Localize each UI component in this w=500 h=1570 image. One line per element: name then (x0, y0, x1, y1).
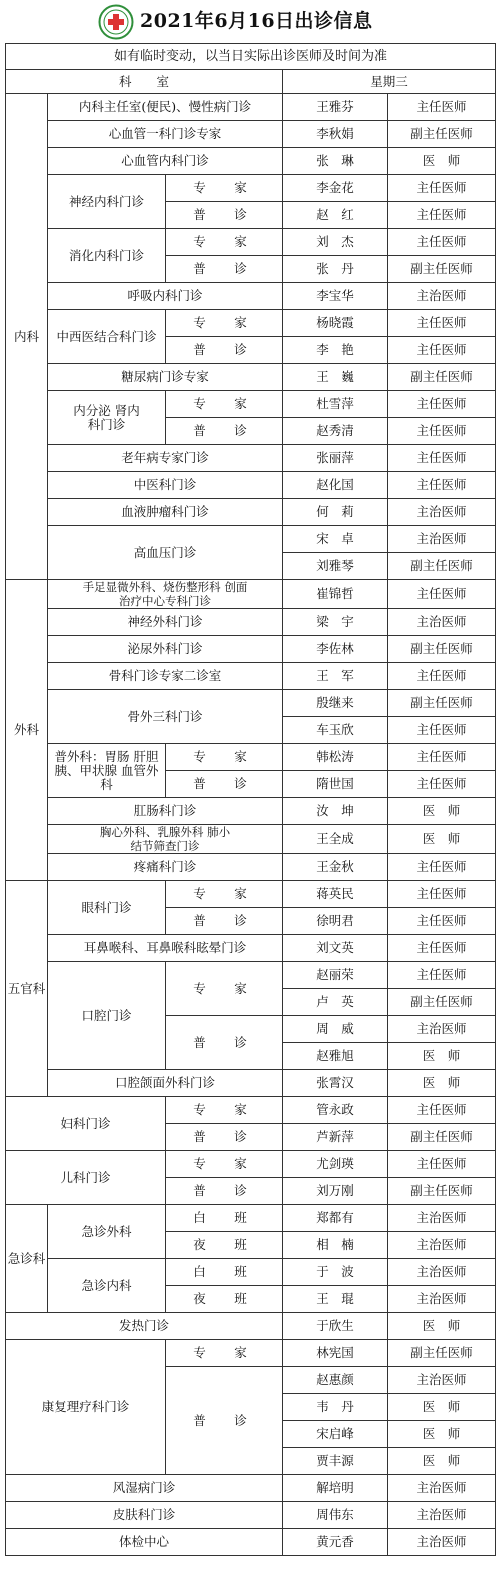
dept-cell: 胸心外科、乳腺外科 肺小结节筛查门诊 (48, 825, 283, 854)
doctor-name: 韦 丹 (283, 1394, 388, 1421)
sub-type: 专 家 (166, 962, 283, 1016)
doctor-title: 主治医师 (388, 1502, 496, 1529)
doctor-title: 主治医师 (388, 1286, 496, 1313)
doctor-name: 杜雪萍 (283, 391, 388, 418)
doctor-title: 医 师 (388, 1313, 496, 1340)
doctor-title: 主治医师 (388, 1232, 496, 1259)
sub-type: 普 诊 (166, 202, 283, 229)
sub-type: 普 诊 (166, 337, 283, 364)
doctor-title: 主任医师 (388, 418, 496, 445)
doctor-name: 郑都有 (283, 1205, 388, 1232)
doctor-name: 汝 坤 (283, 798, 388, 825)
doctor-name: 王 军 (283, 663, 388, 690)
doctor-title: 副主任医师 (388, 121, 496, 148)
doctor-name: 刘文英 (283, 935, 388, 962)
doctor-name: 赵 红 (283, 202, 388, 229)
doctor-name: 赵秀清 (283, 418, 388, 445)
doctor-name: 相 楠 (283, 1232, 388, 1259)
doctor-name: 贾丰源 (283, 1448, 388, 1475)
group-label: 五官科 (6, 881, 48, 1097)
doctor-name: 赵惠颜 (283, 1367, 388, 1394)
sub-type: 夜 班 (166, 1286, 283, 1313)
notice: 如有临时变动，以当日实际出诊医师及时间为准 (6, 44, 496, 70)
dept-cell: 普外科：胃肠 肝胆胰、甲状腺 血管外科 (48, 744, 166, 798)
dept-cell: 康复理疗科门诊 (6, 1340, 166, 1475)
doctor-name: 刘雅琴 (283, 553, 388, 580)
dept-cell: 急诊内科 (48, 1259, 166, 1313)
doctor-title: 主任医师 (388, 391, 496, 418)
doctor-title: 主任医师 (388, 1151, 496, 1178)
doctor-title: 主任医师 (388, 310, 496, 337)
doctor-title: 主治医师 (388, 526, 496, 553)
doctor-title: 医 师 (388, 798, 496, 825)
doctor-title: 副主任医师 (388, 989, 496, 1016)
doctor-title: 医 师 (388, 1421, 496, 1448)
doctor-name: 王 巍 (283, 364, 388, 391)
sub-type: 普 诊 (166, 1367, 283, 1475)
dept-cell: 内分泌 肾内科门诊 (48, 391, 166, 445)
doctor-title: 主治医师 (388, 1529, 496, 1556)
doctor-title: 主治医师 (388, 499, 496, 526)
sub-type: 专 家 (166, 744, 283, 771)
sub-type: 普 诊 (166, 418, 283, 445)
dept-cell: 神经外科门诊 (48, 609, 283, 636)
doctor-title: 主治医师 (388, 1367, 496, 1394)
dept-cell: 神经内科门诊 (48, 175, 166, 229)
doctor-title: 主治医师 (388, 609, 496, 636)
doctor-title: 主治医师 (388, 1016, 496, 1043)
column-header-day: 星期三 (283, 70, 496, 94)
doctor-name: 宋启峰 (283, 1421, 388, 1448)
doctor-name: 张丽萍 (283, 445, 388, 472)
doctor-name: 李 艳 (283, 337, 388, 364)
doctor-title: 主任医师 (388, 663, 496, 690)
doctor-title: 医 师 (388, 825, 496, 854)
doctor-title: 副主任医师 (388, 690, 496, 717)
doctor-title: 主任医师 (388, 337, 496, 364)
doctor-title: 医 师 (388, 1043, 496, 1070)
doctor-title: 副主任医师 (388, 1340, 496, 1367)
dept-cell: 老年病专家门诊 (48, 445, 283, 472)
dept-cell: 儿科门诊 (6, 1151, 166, 1205)
doctor-title: 主任医师 (388, 744, 496, 771)
sub-type: 普 诊 (166, 1178, 283, 1205)
dept-cell: 皮肤科门诊 (6, 1502, 283, 1529)
doctor-name: 王 琨 (283, 1286, 388, 1313)
column-header-dept: 科 室 (6, 70, 283, 94)
doctor-title: 主治医师 (388, 1475, 496, 1502)
sub-type: 普 诊 (166, 908, 283, 935)
sub-type: 专 家 (166, 391, 283, 418)
sub-type: 专 家 (166, 175, 283, 202)
doctor-title: 主任医师 (388, 94, 496, 121)
doctor-title: 主任医师 (388, 175, 496, 202)
group-label: 内科 (6, 94, 48, 580)
dept-cell: 眼科门诊 (48, 881, 166, 935)
doctor-name: 尤剑瑛 (283, 1151, 388, 1178)
doctor-title: 医 师 (388, 148, 496, 175)
sub-type: 专 家 (166, 1340, 283, 1367)
dept-cell: 内科主任室(便民)、慢性病门诊 (48, 94, 283, 121)
doctor-name: 于 波 (283, 1259, 388, 1286)
doctor-name: 梁 宇 (283, 609, 388, 636)
doctor-name: 刘 杰 (283, 229, 388, 256)
page-title: 2021年6月16日出诊信息 (140, 10, 373, 32)
doctor-title: 主任医师 (388, 935, 496, 962)
doctor-title: 医 师 (388, 1448, 496, 1475)
sub-type: 专 家 (166, 229, 283, 256)
doctor-title: 主治医师 (388, 1205, 496, 1232)
dept-cell: 心血管一科门诊专家 (48, 121, 283, 148)
doctor-title: 副主任医师 (388, 636, 496, 663)
group-label: 急诊科 (6, 1205, 48, 1313)
doctor-name: 周伟东 (283, 1502, 388, 1529)
doctor-name: 赵雅旭 (283, 1043, 388, 1070)
sub-type: 专 家 (166, 881, 283, 908)
doctor-title: 副主任医师 (388, 256, 496, 283)
dept-cell: 高血压门诊 (48, 526, 283, 580)
doctor-name: 张霄汉 (283, 1070, 388, 1097)
doctor-name: 卢 英 (283, 989, 388, 1016)
dept-cell: 疼痛科门诊 (48, 854, 283, 881)
doctor-name: 张 琳 (283, 148, 388, 175)
doctor-name: 宋 卓 (283, 526, 388, 553)
sub-type: 夜 班 (166, 1232, 283, 1259)
dept-cell: 血液肿瘤科门诊 (48, 499, 283, 526)
schedule-table (5, 43, 496, 1556)
doctor-name: 管永政 (283, 1097, 388, 1124)
group-label: 外科 (6, 580, 48, 881)
doctor-name: 李宝华 (283, 283, 388, 310)
dept-cell: 体检中心 (6, 1529, 283, 1556)
dept-cell: 发热门诊 (6, 1313, 283, 1340)
sub-type: 专 家 (166, 310, 283, 337)
doctor-name: 隋世国 (283, 771, 388, 798)
doctor-name: 李秋娟 (283, 121, 388, 148)
dept-cell: 泌尿外科门诊 (48, 636, 283, 663)
doctor-name: 赵化国 (283, 472, 388, 499)
doctor-title: 副主任医师 (388, 364, 496, 391)
sub-type: 普 诊 (166, 256, 283, 283)
doctor-title: 主治医师 (388, 283, 496, 310)
sub-type: 普 诊 (166, 1124, 283, 1151)
doctor-title: 副主任医师 (388, 553, 496, 580)
doctor-name: 芦新萍 (283, 1124, 388, 1151)
doctor-title: 主任医师 (388, 202, 496, 229)
sub-type: 白 班 (166, 1205, 283, 1232)
doctor-name: 崔锦哲 (283, 580, 388, 609)
doctor-name: 王雅芬 (283, 94, 388, 121)
dept-cell: 手足显微外科、烧伤整形科 创面治疗中心专科门诊 (48, 580, 283, 609)
doctor-title: 副主任医师 (388, 1124, 496, 1151)
doctor-name: 李金花 (283, 175, 388, 202)
doctor-name: 王全成 (283, 825, 388, 854)
dept-cell: 中医科门诊 (48, 472, 283, 499)
doctor-name: 黄元香 (283, 1529, 388, 1556)
sub-type: 普 诊 (166, 1016, 283, 1070)
dept-cell: 口腔门诊 (48, 962, 166, 1070)
hospital-logo-icon (98, 4, 134, 40)
doctor-name: 李佐林 (283, 636, 388, 663)
doctor-title: 医 师 (388, 1394, 496, 1421)
dept-cell: 消化内科门诊 (48, 229, 166, 283)
dept-cell: 骨外三科门诊 (48, 690, 283, 744)
header (0, 0, 500, 44)
doctor-title: 主任医师 (388, 445, 496, 472)
dept-cell: 骨科门诊专家二诊室 (48, 663, 283, 690)
doctor-name: 赵丽荣 (283, 962, 388, 989)
doctor-title: 主任医师 (388, 580, 496, 609)
doctor-name: 周 威 (283, 1016, 388, 1043)
dept-cell: 呼吸内科门诊 (48, 283, 283, 310)
sub-type: 普 诊 (166, 771, 283, 798)
doctor-title: 主任医师 (388, 881, 496, 908)
doctor-name: 韩松涛 (283, 744, 388, 771)
dept-cell: 心血管内科门诊 (48, 148, 283, 175)
sub-type: 白 班 (166, 1259, 283, 1286)
doctor-name: 车玉欣 (283, 717, 388, 744)
dept-cell: 中西医结合科门诊 (48, 310, 166, 364)
doctor-title: 主任医师 (388, 771, 496, 798)
doctor-name: 张 丹 (283, 256, 388, 283)
dept-cell: 肛肠科门诊 (48, 798, 283, 825)
dept-cell: 妇科门诊 (6, 1097, 166, 1151)
doctor-title: 主任医师 (388, 908, 496, 935)
dept-cell: 耳鼻喉科、耳鼻喉科眩晕门诊 (48, 935, 283, 962)
dept-cell: 口腔颌面外科门诊 (48, 1070, 283, 1097)
doctor-title: 主任医师 (388, 717, 496, 744)
doctor-name: 徐明君 (283, 908, 388, 935)
doctor-name: 何 莉 (283, 499, 388, 526)
doctor-name: 王金秋 (283, 854, 388, 881)
doctor-name: 于欣生 (283, 1313, 388, 1340)
doctor-title: 主治医师 (388, 1259, 496, 1286)
doctor-name: 解培明 (283, 1475, 388, 1502)
doctor-name: 殷继来 (283, 690, 388, 717)
doctor-title: 主任医师 (388, 854, 496, 881)
doctor-title: 主任医师 (388, 229, 496, 256)
doctor-name: 蒋英民 (283, 881, 388, 908)
doctor-title: 主任医师 (388, 962, 496, 989)
sub-type: 专 家 (166, 1097, 283, 1124)
doctor-title: 主任医师 (388, 1097, 496, 1124)
dept-cell: 急诊外科 (48, 1205, 166, 1259)
doctor-title: 主任医师 (388, 472, 496, 499)
doctor-name: 刘万刚 (283, 1178, 388, 1205)
doctor-title: 医 师 (388, 1070, 496, 1097)
doctor-name: 林宪国 (283, 1340, 388, 1367)
sub-type: 专 家 (166, 1151, 283, 1178)
dept-cell: 风湿病门诊 (6, 1475, 283, 1502)
dept-cell: 糖尿病门诊专家 (48, 364, 283, 391)
doctor-title: 副主任医师 (388, 1178, 496, 1205)
doctor-name: 杨晓霞 (283, 310, 388, 337)
